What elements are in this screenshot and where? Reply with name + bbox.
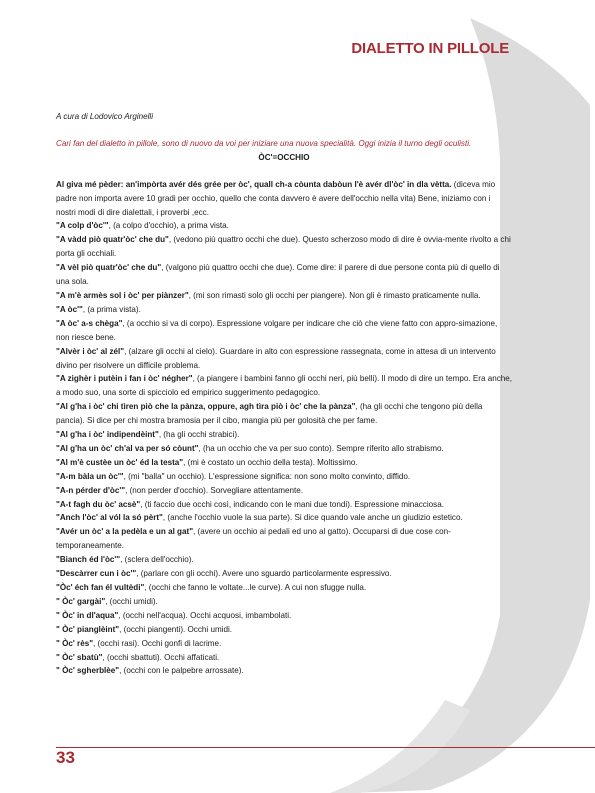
proverb-entry	[56, 525, 512, 553]
proverb-entry	[56, 219, 512, 233]
proverb-entry	[56, 345, 512, 373]
proverb-entry	[56, 553, 512, 567]
proverb-entry	[56, 233, 512, 261]
proverb-term: "A òc'"	[56, 304, 83, 314]
proverb-term: "A-m bàla un òc'"	[56, 471, 124, 481]
proverb-term: "Al g'ha un òc' ch'al va per só còunt"	[56, 443, 199, 453]
page-number: 33	[56, 748, 75, 767]
proverb-term: " Òc' gargài"	[56, 596, 106, 606]
proverb-explanation: , (ha gli occhi che tengono più della pancia). Si dice per chi mostra bramosia per il cibo, mangia più per golosità che per fame.	[56, 402, 483, 426]
proverb-term: "A colp d'òc'"	[56, 221, 109, 231]
proverb-explanation: (diceva mio padre non importa avere 10 gradi per occhio, quello che conta davvero è avere dell'occhio nella vita) Bene, iniziamo con i nostri modi di dire dialettali, i proverbi ,ecc.	[56, 179, 496, 217]
proverb-term: "A-t fagh du òc' acsè"	[56, 499, 141, 509]
proverb-term: "A-n pérder d'òc'"	[56, 485, 126, 495]
section-heading: ÒC'=OCCHIO	[258, 152, 310, 162]
proverb-explanation: , (mi son rimasti solo gli occhi per piangere). Non gli è rimasto praticamente nulla.	[188, 290, 481, 300]
proverb-list	[56, 178, 512, 679]
proverb-explanation: , (ha un occhio che va per suo conto). Sempre riferito allo strabismo.	[198, 443, 444, 453]
proverb-entry	[56, 470, 512, 484]
proverb-entry	[56, 372, 512, 400]
proverb-explanation: , (non perder d'occhio). Sorvegliare attentamente.	[125, 485, 304, 495]
proverb-term: " Òc' sbatù"	[56, 652, 103, 662]
proverb-entry	[56, 400, 512, 428]
article-body	[56, 110, 512, 678]
proverb-explanation: , (alzare gli occhi al cielo). Guardare in alto con espressione rassegnata, come in attesa di un intervento divino per risolvere un difficile problema.	[56, 346, 496, 370]
proverb-explanation: , (occhi nell'acqua). Occhi acquosi, imbambolati.	[118, 610, 292, 620]
proverb-term: Al giva mé pèder: an'impòrta avér dés grée per òc', quall ch-a còunta dabòun l'è avér dl'òc' in dla vètta.	[56, 179, 452, 189]
proverb-term: "A òc' a-s chèga"	[56, 318, 123, 328]
proverb-explanation: , (anche l'occhio vuole la sua parte). Si dice quando vale anche un giudizio estetico.	[162, 513, 463, 523]
proverb-entry	[56, 595, 512, 609]
proverb-explanation: , (valgono più quattro occhi che due). Come dire: il parere di due persone conta più di quello di una sola.	[56, 263, 500, 287]
proverb-explanation: , (occhi rasi). Occhi gonfi di lacrime.	[93, 638, 222, 648]
proverb-term: "Anch l'òc' al vól la só pèrt"	[56, 513, 163, 523]
proverb-entry	[56, 637, 512, 651]
proverb-explanation: , (occhi piangenti). Occhi umidi.	[119, 624, 233, 634]
proverb-term: "Òc' éch fan él vultèdi"	[56, 583, 145, 592]
proverb-term: "Al g'ha i òc' chi tìren piò che la pànza, oppure, agh tìra piò i òc' che la pànza"	[56, 402, 356, 412]
proverb-term: "Avér un òc' a la pedèla e un al gat"	[56, 527, 194, 537]
proverb-entry	[56, 623, 512, 637]
proverb-term: " Òc' sgherblèe"	[56, 666, 120, 676]
proverb-term: "A vàdd piò quatr'òc' che du"	[56, 235, 169, 245]
proverb-term: "Al g'ha i òc' indipendèint"	[56, 430, 159, 440]
proverb-entry	[56, 428, 512, 442]
proverb-term: " Òc' pianglèint"	[56, 624, 120, 634]
intro-paragraph: Cari fan del dialetto in pillole, sono di nuovo da voi per iniziare una nuova specialità. Oggi inizia il turno degli oculisti.	[56, 138, 472, 148]
proverb-term: "Al m'è custèe un òc' éd la testa"	[56, 457, 184, 467]
proverb-explanation: , (vedono più quattro occhi che due). Questo scherzoso modo di dire è ovvia-mente rivolto a chi porta gli occhiali.	[56, 235, 511, 259]
proverb-entry	[56, 303, 512, 317]
proverb-term: "Bianch éd l'òc'"	[56, 555, 121, 565]
proverb-entry	[56, 651, 512, 665]
proverb-entry	[56, 511, 512, 525]
proverb-entry	[56, 178, 512, 220]
editor-credit: A cura di Lodovico Arginelli	[56, 112, 154, 121]
proverb-term: "A zighèr i putèin i fan i òc' négher"	[56, 374, 193, 384]
proverb-term: "A m'è armès sol i òc' per piànzer"	[56, 290, 189, 300]
proverb-explanation: , (occhi sbattuti). Occhi affaticati.	[102, 652, 220, 662]
proverb-term: "Alvèr i òc' al zél"	[56, 346, 125, 356]
footer-divider	[56, 747, 595, 748]
proverb-entry	[56, 456, 512, 470]
proverb-entry	[56, 484, 512, 498]
proverb-explanation: , (occhi con le palpebre arrossate).	[119, 666, 244, 676]
proverb-explanation: , (ti faccio due occhi così, indicando con le mani due tondi). Espressione minacciosa.	[140, 499, 444, 509]
proverb-term: " Òc' rès"	[56, 638, 94, 648]
proverb-entry	[56, 609, 512, 623]
proverb-explanation: , (a piangere i bambini fanno gli occhi neri, più belli). Il modo di dire un tempo. Era anche, a modo suo, una sorte di spicciolo ed empirico suggerimento pedagogico.	[56, 374, 512, 398]
page-header-title: DIALETTO IN PILLOLE	[351, 40, 509, 57]
proverb-explanation: , (ha gli occhi strabici).	[158, 430, 240, 440]
proverb-entry	[56, 498, 512, 512]
proverb-explanation: , (a colpo d'occhio), a prima vista.	[108, 221, 229, 231]
proverb-entry	[56, 442, 512, 456]
proverb-explanation: , (mi è costato un occhio della testa). Moltissimo.	[183, 457, 358, 467]
proverb-entry	[56, 261, 512, 289]
proverb-explanation: , (a occhio si va di corpo). Espressione volgare per indicare che ciò che viene fatto con appro-simazione, non riesce bene.	[56, 318, 498, 342]
proverb-term: "Descàrrer cun i òc'"	[56, 569, 137, 579]
proverb-explanation: , (occhi umidi).	[105, 596, 158, 606]
proverb-entry	[56, 567, 512, 581]
proverb-explanation: , (mi "balla" un occhio). L'espressione significa: non sono molto convinto, diffido.	[123, 471, 411, 481]
proverb-entry	[56, 289, 512, 303]
proverb-explanation: , (parlare con gli occhi). Avere uno sguardo particolarmente espressivo.	[136, 569, 392, 579]
proverb-entry	[56, 664, 512, 678]
proverb-explanation: , (occhi che fanno le voltate...le curve). A cui non sfugge nulla.	[144, 583, 367, 592]
proverb-term: "A vèl piò quatr'òc' che du"	[56, 263, 162, 273]
proverb-explanation: , (a prima vista).	[82, 304, 141, 314]
proverb-explanation: , (sclera dell'occhio).	[120, 555, 194, 565]
proverb-explanation: , (avere un occhio ai pedali ed uno al gatto). Occuparsi di due cose con-temporaneamente.	[56, 527, 451, 551]
proverb-entry	[56, 581, 512, 595]
proverb-term: " Òc' in dl'aqua"	[56, 610, 119, 620]
proverb-entry	[56, 317, 512, 345]
